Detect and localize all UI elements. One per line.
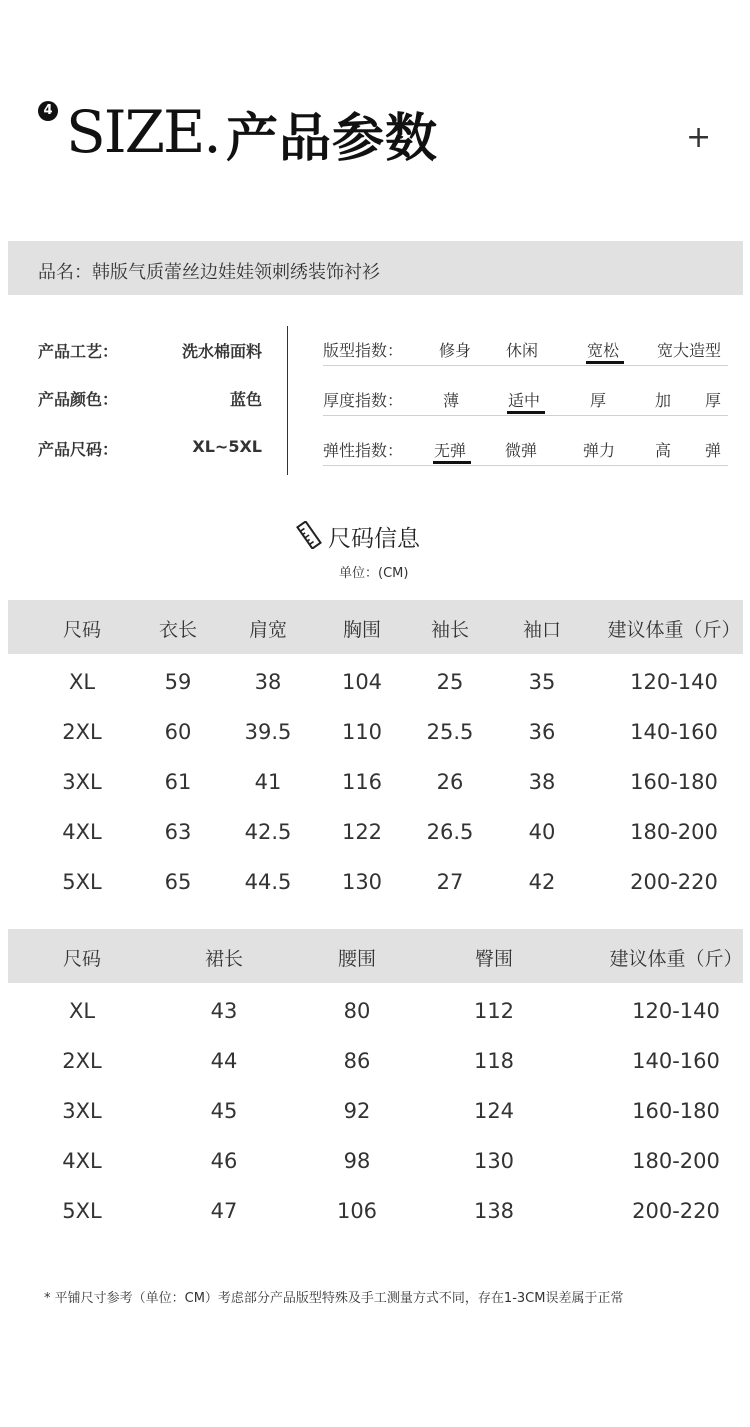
table-header-cell: 袖长 [430,619,469,641]
table-header-cell: 裙长 [204,948,243,970]
table-cell: 160-180 [630,770,718,794]
table-header-cell: 衣长 [158,619,197,641]
table-cell: 65 [164,870,192,894]
table-header-cell: 臀围 [474,948,513,970]
table-cell: 200-220 [630,870,718,894]
table-cell: 160-180 [632,1099,720,1123]
table-cell: 61 [164,770,192,794]
table-cell: 60 [164,720,192,744]
table-cell: 47 [210,1199,238,1223]
index-option: 宽松 [587,341,620,360]
table-cell: 86 [343,1049,371,1073]
table-cell: 122 [341,820,383,844]
spec-label: 产品尺码： [38,440,119,459]
table-header-cell: 尺码 [62,948,101,970]
index-rule [323,465,728,466]
table-cell: XL [68,999,96,1023]
size-info-title: 尺码信息 [328,526,420,552]
index-option: 适中 [508,391,541,410]
table-cell: 124 [473,1099,515,1123]
table-cell: 118 [473,1049,515,1073]
table-cell: 59 [164,670,192,694]
plus-icon: + [686,120,712,155]
table-cell: 4XL [62,1149,102,1173]
table-cell: 42.5 [244,820,292,844]
table-cell: 140-160 [630,720,718,744]
table-cell: 140-160 [632,1049,720,1073]
index-option: 厚 [590,391,607,410]
index-option: 厚 [705,391,722,410]
index-option: 宽大造型 [657,341,722,360]
table-header-cell: 袖口 [522,619,561,641]
spec-divider [287,326,288,475]
table-cell: XL [68,670,96,694]
table-cell: 138 [473,1199,515,1223]
table-cell: 43 [210,999,238,1023]
index-option: 加 [655,391,672,410]
section-number-badge: 4 [38,101,58,121]
table-cell: 92 [343,1099,371,1123]
table-cell: 40 [528,820,556,844]
index-label: 厚度指数： [323,391,404,410]
table-cell: 36 [528,720,556,744]
index-label: 弹性指数： [323,441,404,460]
table-cell: 38 [528,770,556,794]
table-cell: 26.5 [426,820,474,844]
table-cell: 130 [341,870,383,894]
table-cell: 46 [210,1149,238,1173]
table-header-cell: 腰围 [337,948,376,970]
product-name: 品名：韩版气质蕾丝边娃娃领刺绣装饰衬衫 [38,262,380,283]
table-cell: 5XL [62,870,102,894]
table-cell: 5XL [62,1199,102,1223]
table-cell: 44.5 [244,870,292,894]
table-cell: 110 [341,720,383,744]
index-option: 弹 [705,441,722,460]
index-option: 薄 [443,391,460,410]
index-label: 版型指数： [323,341,404,360]
table-cell: 180-200 [632,1149,720,1173]
table-cell: 25 [436,670,464,694]
table-cell: 2XL [62,720,102,744]
table-cell: 112 [473,999,515,1023]
title-chinese: 产品参数 [226,108,439,169]
spec-value: 蓝色 [229,390,262,409]
index-option: 无弹 [434,441,467,460]
table-cell: 44 [210,1049,238,1073]
table-cell: 104 [341,670,383,694]
spec-label: 产品工艺： [38,342,119,361]
index-option: 修身 [439,341,472,360]
table-header-cell: 建议体重（斤） [609,948,743,970]
table-cell: 41 [254,770,282,794]
index-option: 弹力 [583,441,616,460]
index-option: 微弹 [505,441,538,460]
table-cell: 25.5 [426,720,474,744]
index-rule [323,415,728,416]
table-cell: 106 [336,1199,378,1223]
title-english: SIZE. [66,98,220,166]
selected-underline [507,411,545,414]
spec-value: 洗水棉面料 [181,342,262,361]
selected-underline [433,461,471,464]
spec-value: XL~5XL [192,437,262,456]
table-cell: 26 [436,770,464,794]
table-cell: 180-200 [630,820,718,844]
table-header-cell: 胸围 [342,619,381,641]
table-cell: 38 [254,670,282,694]
table-cell: 130 [473,1149,515,1173]
table-cell: 3XL [62,1099,102,1123]
size-info-unit: 单位：(CM) [339,566,409,581]
table-header-cell: 建议体重（斤） [607,619,741,641]
table-cell: 45 [210,1099,238,1123]
table-cell: 3XL [62,770,102,794]
table-header-cell: 肩宽 [248,619,287,641]
table-cell: 98 [343,1149,371,1173]
index-rule [323,365,728,366]
measurement-note: * 平铺尺寸参考（单位：CM）考虑部分产品版型特殊及手工测量方式不同，存在1-3CM误差属于正常 [44,1291,624,1306]
table-header-cell: 尺码 [62,619,101,641]
selected-underline [586,361,624,364]
table-cell: 200-220 [632,1199,720,1223]
table-cell: 42 [528,870,556,894]
ruler-icon [296,521,322,549]
table-cell: 63 [164,820,192,844]
index-option: 休闲 [506,341,539,360]
table-cell: 80 [343,999,371,1023]
table-cell: 39.5 [244,720,292,744]
table-cell: 35 [528,670,556,694]
table-cell: 27 [436,870,464,894]
spec-label: 产品颜色： [38,390,119,409]
table-cell: 4XL [62,820,102,844]
table-cell: 120-140 [630,670,718,694]
index-option: 高 [655,441,672,460]
table-cell: 120-140 [632,999,720,1023]
table-cell: 2XL [62,1049,102,1073]
table-cell: 116 [341,770,383,794]
